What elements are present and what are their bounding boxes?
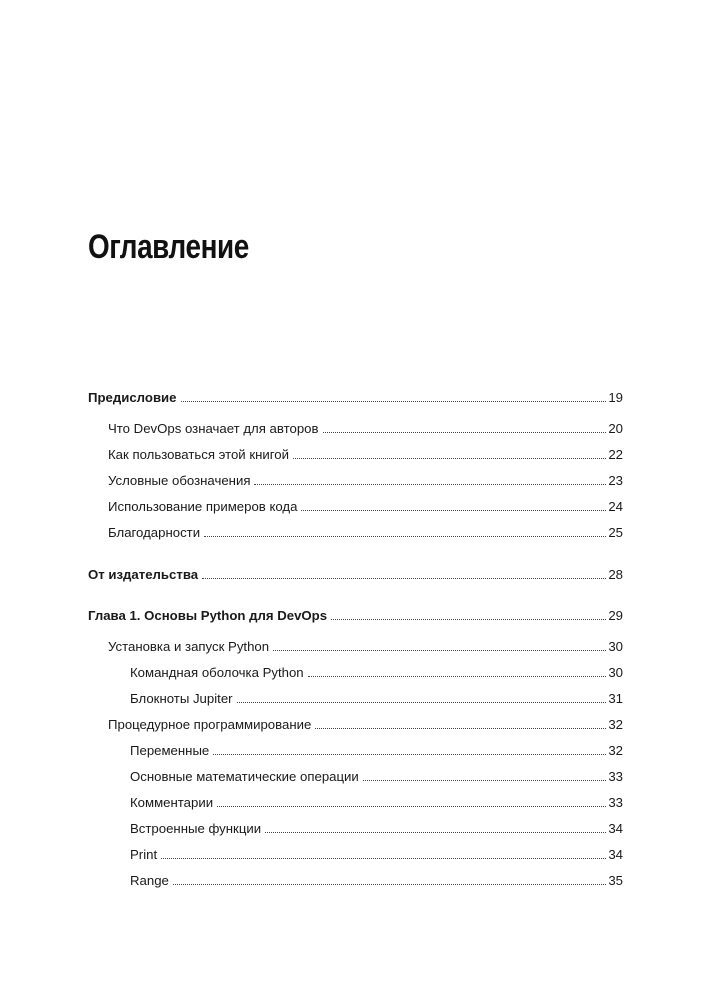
dot-leader <box>204 536 606 537</box>
dot-leader <box>217 806 606 807</box>
toc-entry-title: Процедурное программирование <box>108 717 312 732</box>
toc-entry-range[interactable] <box>130 872 623 890</box>
dot-leader <box>293 458 606 459</box>
toc-entry-from-publisher[interactable] <box>88 566 623 584</box>
toc-entry-page: 22 <box>608 447 623 462</box>
toc-entry-how-to-use[interactable] <box>108 446 623 464</box>
toc-entry-title: Глава 1. Основы Python для DevOps <box>88 608 328 623</box>
toc-entry-chapter-1[interactable] <box>88 607 623 625</box>
toc-entry-page: 32 <box>608 743 623 758</box>
toc-entry-page: 31 <box>608 691 623 706</box>
toc-entry-comments[interactable] <box>130 794 623 812</box>
toc-entry-title: Командная оболочка Python <box>130 665 304 680</box>
toc-entry-install-python[interactable] <box>108 638 623 656</box>
toc-entry-title: Благодарности <box>108 525 201 540</box>
toc-entry-page: 30 <box>608 665 623 680</box>
toc-entry-title: Блокноты Jupiter <box>130 691 233 706</box>
dot-leader <box>301 510 606 511</box>
dot-leader <box>323 432 607 433</box>
toc-entry-procedural-programming[interactable] <box>108 716 623 734</box>
toc-entry-page: 33 <box>608 769 623 784</box>
toc-entry-preface[interactable] <box>88 389 623 407</box>
toc-entry-title: Предисловие <box>88 390 177 405</box>
toc-entry-page: 32 <box>608 717 623 732</box>
toc-entry-conventions[interactable] <box>108 472 623 490</box>
dot-leader <box>315 728 606 729</box>
toc-entry-page: 23 <box>608 473 623 488</box>
dot-leader <box>202 578 606 579</box>
toc-entry-page: 33 <box>608 795 623 810</box>
dot-leader <box>237 702 607 703</box>
toc-entry-title: Как пользоваться этой книгой <box>108 447 289 462</box>
toc-entry-builtin-functions[interactable] <box>130 820 623 838</box>
dot-leader <box>173 884 606 885</box>
toc-entry-page: 35 <box>608 873 623 888</box>
toc-entry-title: Комментарии <box>130 795 214 810</box>
toc-entry-title: Что DevOps означает для авторов <box>108 421 319 436</box>
dot-leader <box>331 619 606 620</box>
toc-entry-title: Range <box>130 873 169 888</box>
dot-leader <box>308 676 607 677</box>
toc-entry-title: Использование примеров кода <box>108 499 298 514</box>
toc-entry-title: Установка и запуск Python <box>108 639 270 654</box>
dot-leader <box>161 858 606 859</box>
page-title: Оглавление <box>88 228 249 266</box>
toc-entry-title: Основные математические операции <box>130 769 359 784</box>
toc-entry-code-examples[interactable] <box>108 498 623 516</box>
toc-entry-page: 25 <box>608 525 623 540</box>
toc-entry-variables[interactable] <box>130 742 623 760</box>
toc-entry-page: 29 <box>608 608 623 623</box>
dot-leader <box>181 401 607 402</box>
toc-entry-devops-meaning[interactable] <box>108 420 623 438</box>
toc-entry-title: Условные обозначения <box>108 473 251 488</box>
toc-entry-jupiter-notebooks[interactable] <box>130 690 623 708</box>
toc-entry-python-shell[interactable] <box>130 664 623 682</box>
toc-entry-title: Встроенные функции <box>130 821 262 836</box>
toc-entry-title: Print <box>130 847 158 862</box>
toc-entry-page: 20 <box>608 421 623 436</box>
dot-leader <box>254 484 606 485</box>
toc-entry-title: От издательства <box>88 567 199 582</box>
toc-entry-math-operations[interactable] <box>130 768 623 786</box>
toc-entry-print[interactable] <box>130 846 623 864</box>
toc-entry-acknowledgments[interactable] <box>108 524 623 542</box>
toc-entry-page: 34 <box>608 847 623 862</box>
toc-entry-page: 34 <box>608 821 623 836</box>
dot-leader <box>273 650 606 651</box>
toc-entry-page: 28 <box>608 567 623 582</box>
dot-leader <box>265 832 606 833</box>
toc-entry-page: 19 <box>608 390 623 405</box>
dot-leader <box>213 754 606 755</box>
toc-entry-page: 24 <box>608 499 623 514</box>
dot-leader <box>363 780 607 781</box>
toc-entry-title: Переменные <box>130 743 210 758</box>
toc-entry-page: 30 <box>608 639 623 654</box>
